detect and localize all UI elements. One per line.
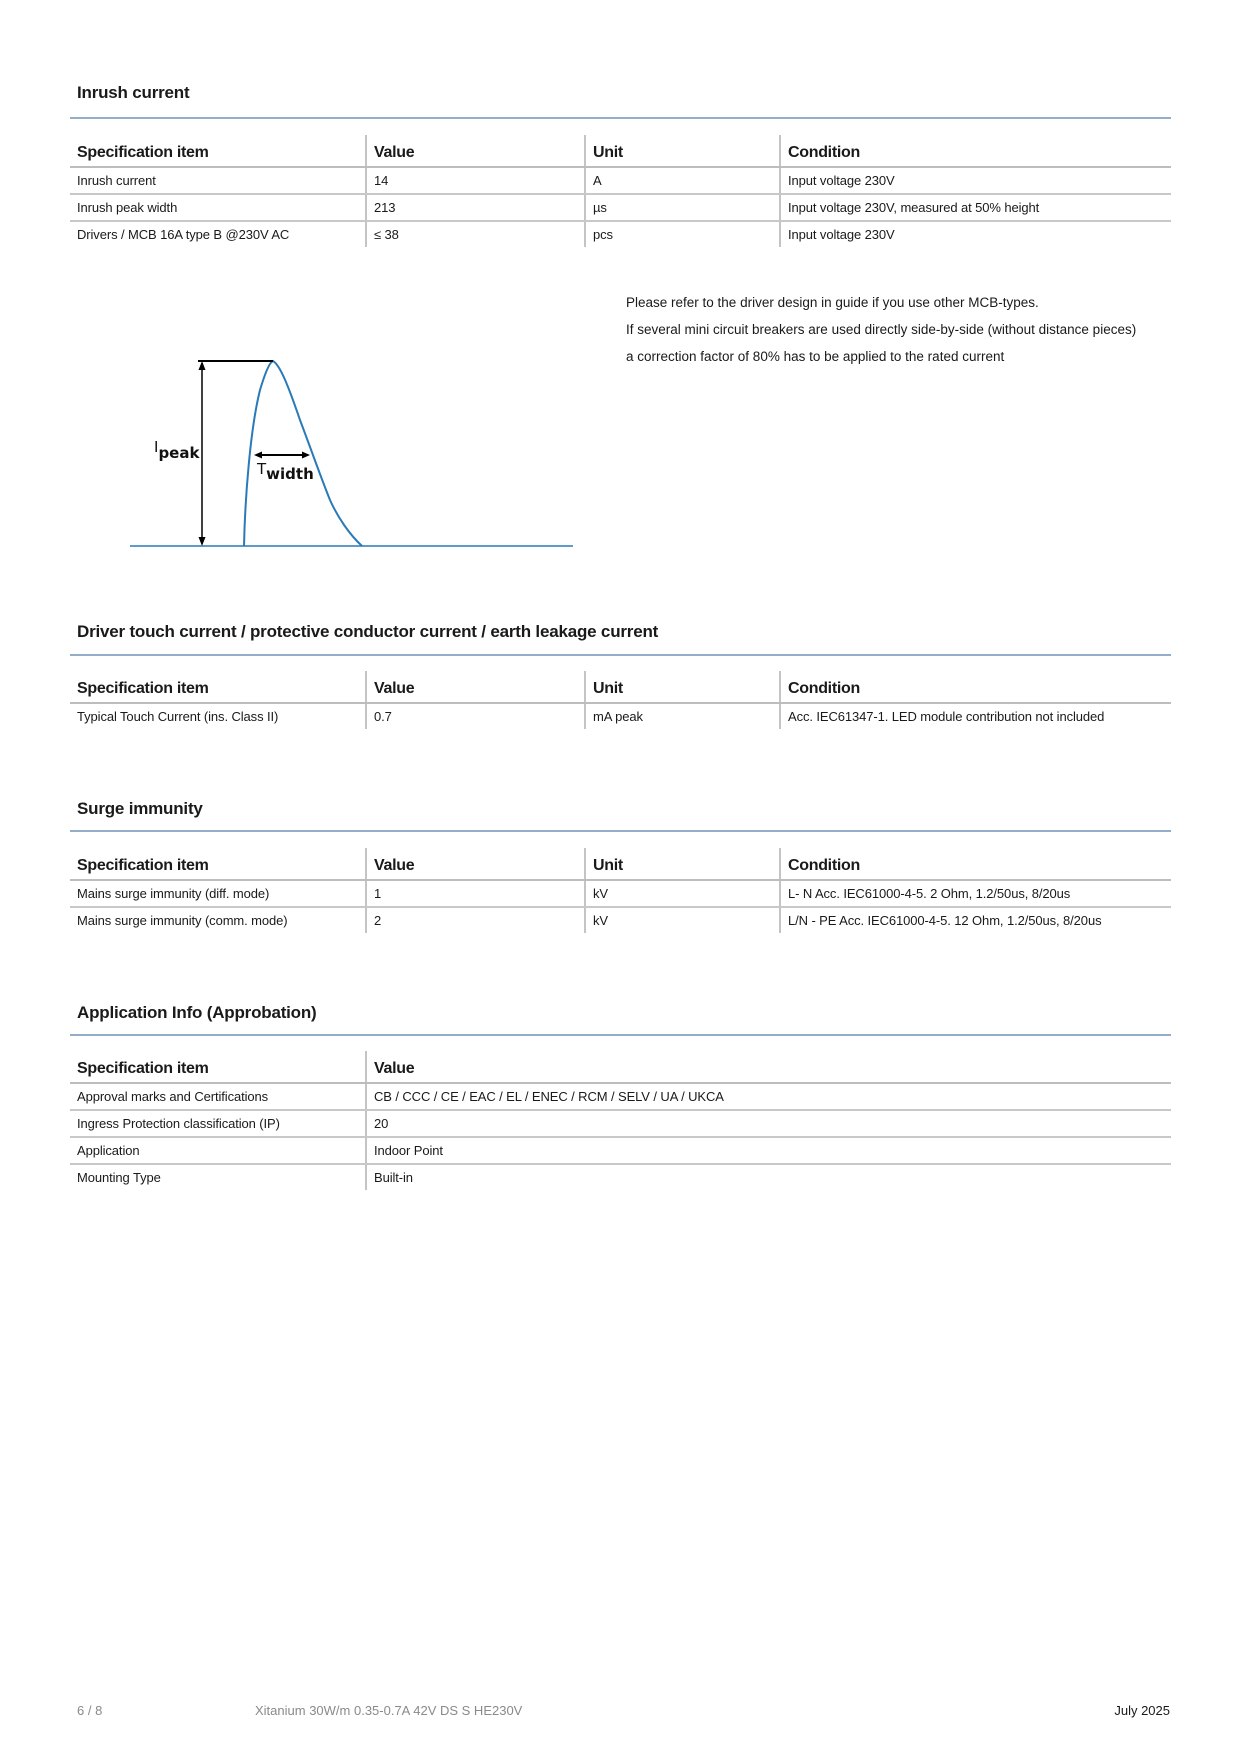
ipeak-label: Ipeak [154, 438, 200, 462]
cell-condition: Input voltage 230V [780, 221, 1171, 247]
cell-item: Mains surge immunity (comm. mode) [77, 913, 288, 928]
col-header-value: Value [366, 671, 585, 703]
table-row [70, 1164, 1171, 1190]
section-rule [70, 830, 1171, 832]
arrow-up-icon [199, 361, 206, 370]
cell-value: CB / CCC / CE / EAC / EL / ENEC / RCM / SELV / UA / UKCA [366, 1083, 1171, 1110]
section-title-touch-current: Driver touch current / protective conductor current / earth leakage current [77, 622, 659, 641]
cell-value: 1 [366, 880, 585, 907]
table-row [70, 907, 1171, 933]
footer-page-number: 6 / 8 [77, 1703, 103, 1718]
cell-value: 2 [366, 907, 585, 933]
touch-current-table [70, 671, 1171, 729]
table-row [70, 167, 1171, 194]
col-header-value: Value [366, 848, 585, 880]
cell-value: Indoor Point [366, 1137, 1171, 1164]
table-row [70, 703, 1171, 729]
note-correction-factor: a correction factor of 80% has to be applied to the rated current [626, 349, 1005, 364]
cell-unit: kV [585, 880, 780, 907]
cell-value: 213 [366, 194, 585, 221]
table-row [70, 194, 1171, 221]
cell-condition: Input voltage 230V, measured at 50% height [780, 194, 1171, 221]
cell-value: 14 [366, 167, 585, 194]
table-header-row [70, 848, 1171, 880]
section-rule [70, 1034, 1171, 1036]
table-row [70, 1137, 1171, 1164]
cell-item: Mains surge immunity (diff. mode) [70, 880, 366, 907]
arrow-right-icon [302, 452, 310, 459]
footer-date: July 2025 [1114, 1703, 1170, 1718]
col-header-value: Value [366, 135, 585, 167]
section-title-surge: Surge immunity [77, 799, 203, 818]
cell-unit: mA peak [585, 703, 780, 729]
cell-condition: Acc. IEC61347-1. LED module contribution not included [780, 703, 1171, 729]
cell-item: Inrush peak width [70, 194, 366, 221]
surge-table [70, 848, 1171, 933]
cell-value: 20 [366, 1110, 1171, 1137]
inrush-pulse-diagram [110, 340, 590, 560]
cell-value: Built-in [366, 1164, 1171, 1190]
col-header-item: Specification item [70, 848, 366, 880]
cell-unit: µs [585, 194, 780, 221]
cell-item: Ingress Protection classification (IP) [70, 1110, 366, 1137]
arrow-left-icon [254, 452, 262, 459]
cell-unit: A [585, 167, 780, 194]
table-row [70, 1083, 1171, 1110]
cell-item: Inrush current [70, 167, 366, 194]
note-side-by-side: If several mini circuit breakers are used directly side-by-side (without distance pieces) [626, 322, 1137, 337]
col-header-condition: Condition [780, 848, 1171, 880]
cell-item: Approval marks and Certifications [70, 1083, 366, 1110]
cell-value: ≤ 38 [366, 221, 585, 247]
section-title-inrush: Inrush current [77, 83, 190, 102]
cell-condition: Input voltage 230V [780, 167, 1171, 194]
table-header-row [70, 1051, 1171, 1083]
footer-product-name: Xitanium 30W/m 0.35-0.7A 42V DS S HE230V [255, 1703, 523, 1718]
cell-condition: L/N - PE Acc. IEC61000-4-5. 12 Ohm, 1.2/50us, 8/20us [780, 907, 1171, 933]
cell-item: Mounting Type [77, 1170, 161, 1185]
table-row [70, 221, 1171, 247]
section-rule [70, 117, 1171, 119]
cell-item: Drivers / MCB 16A type B @230V AC [77, 227, 290, 242]
note-mcb-types: Please refer to the driver design in guide if you use other MCB-types. [626, 295, 1039, 310]
col-header-item: Specification item [70, 1051, 366, 1083]
col-header-condition: Condition [780, 135, 1171, 167]
cell-unit: kV [585, 907, 780, 933]
table-row [70, 880, 1171, 907]
cell-value: 0.7 [366, 703, 585, 729]
cell-item: Application [70, 1137, 366, 1164]
cell-unit: pcs [585, 221, 780, 247]
cell-item: Typical Touch Current (ins. Class II) [77, 709, 279, 724]
application-table [70, 1051, 1171, 1190]
table-header-row [70, 135, 1171, 167]
col-header-unit: Unit [585, 848, 780, 880]
arrow-down-icon [199, 537, 206, 546]
col-header-unit: Unit [585, 671, 780, 703]
section-rule [70, 654, 1171, 656]
col-header-value: Value [366, 1051, 1171, 1083]
col-header-unit: Unit [585, 135, 780, 167]
col-header-item: Specification item [70, 135, 366, 167]
col-header-condition: Condition [780, 671, 1171, 703]
col-header-item: Specification item [70, 671, 366, 703]
cell-condition: L- N Acc. IEC61000-4-5. 2 Ohm, 1.2/50us, 8/20us [780, 880, 1171, 907]
table-row [70, 1110, 1171, 1137]
inrush-table [70, 135, 1171, 247]
table-header-row [70, 671, 1171, 703]
section-title-application: Application Info (Approbation) [77, 1003, 317, 1022]
twidth-label: Twidth [257, 460, 314, 483]
